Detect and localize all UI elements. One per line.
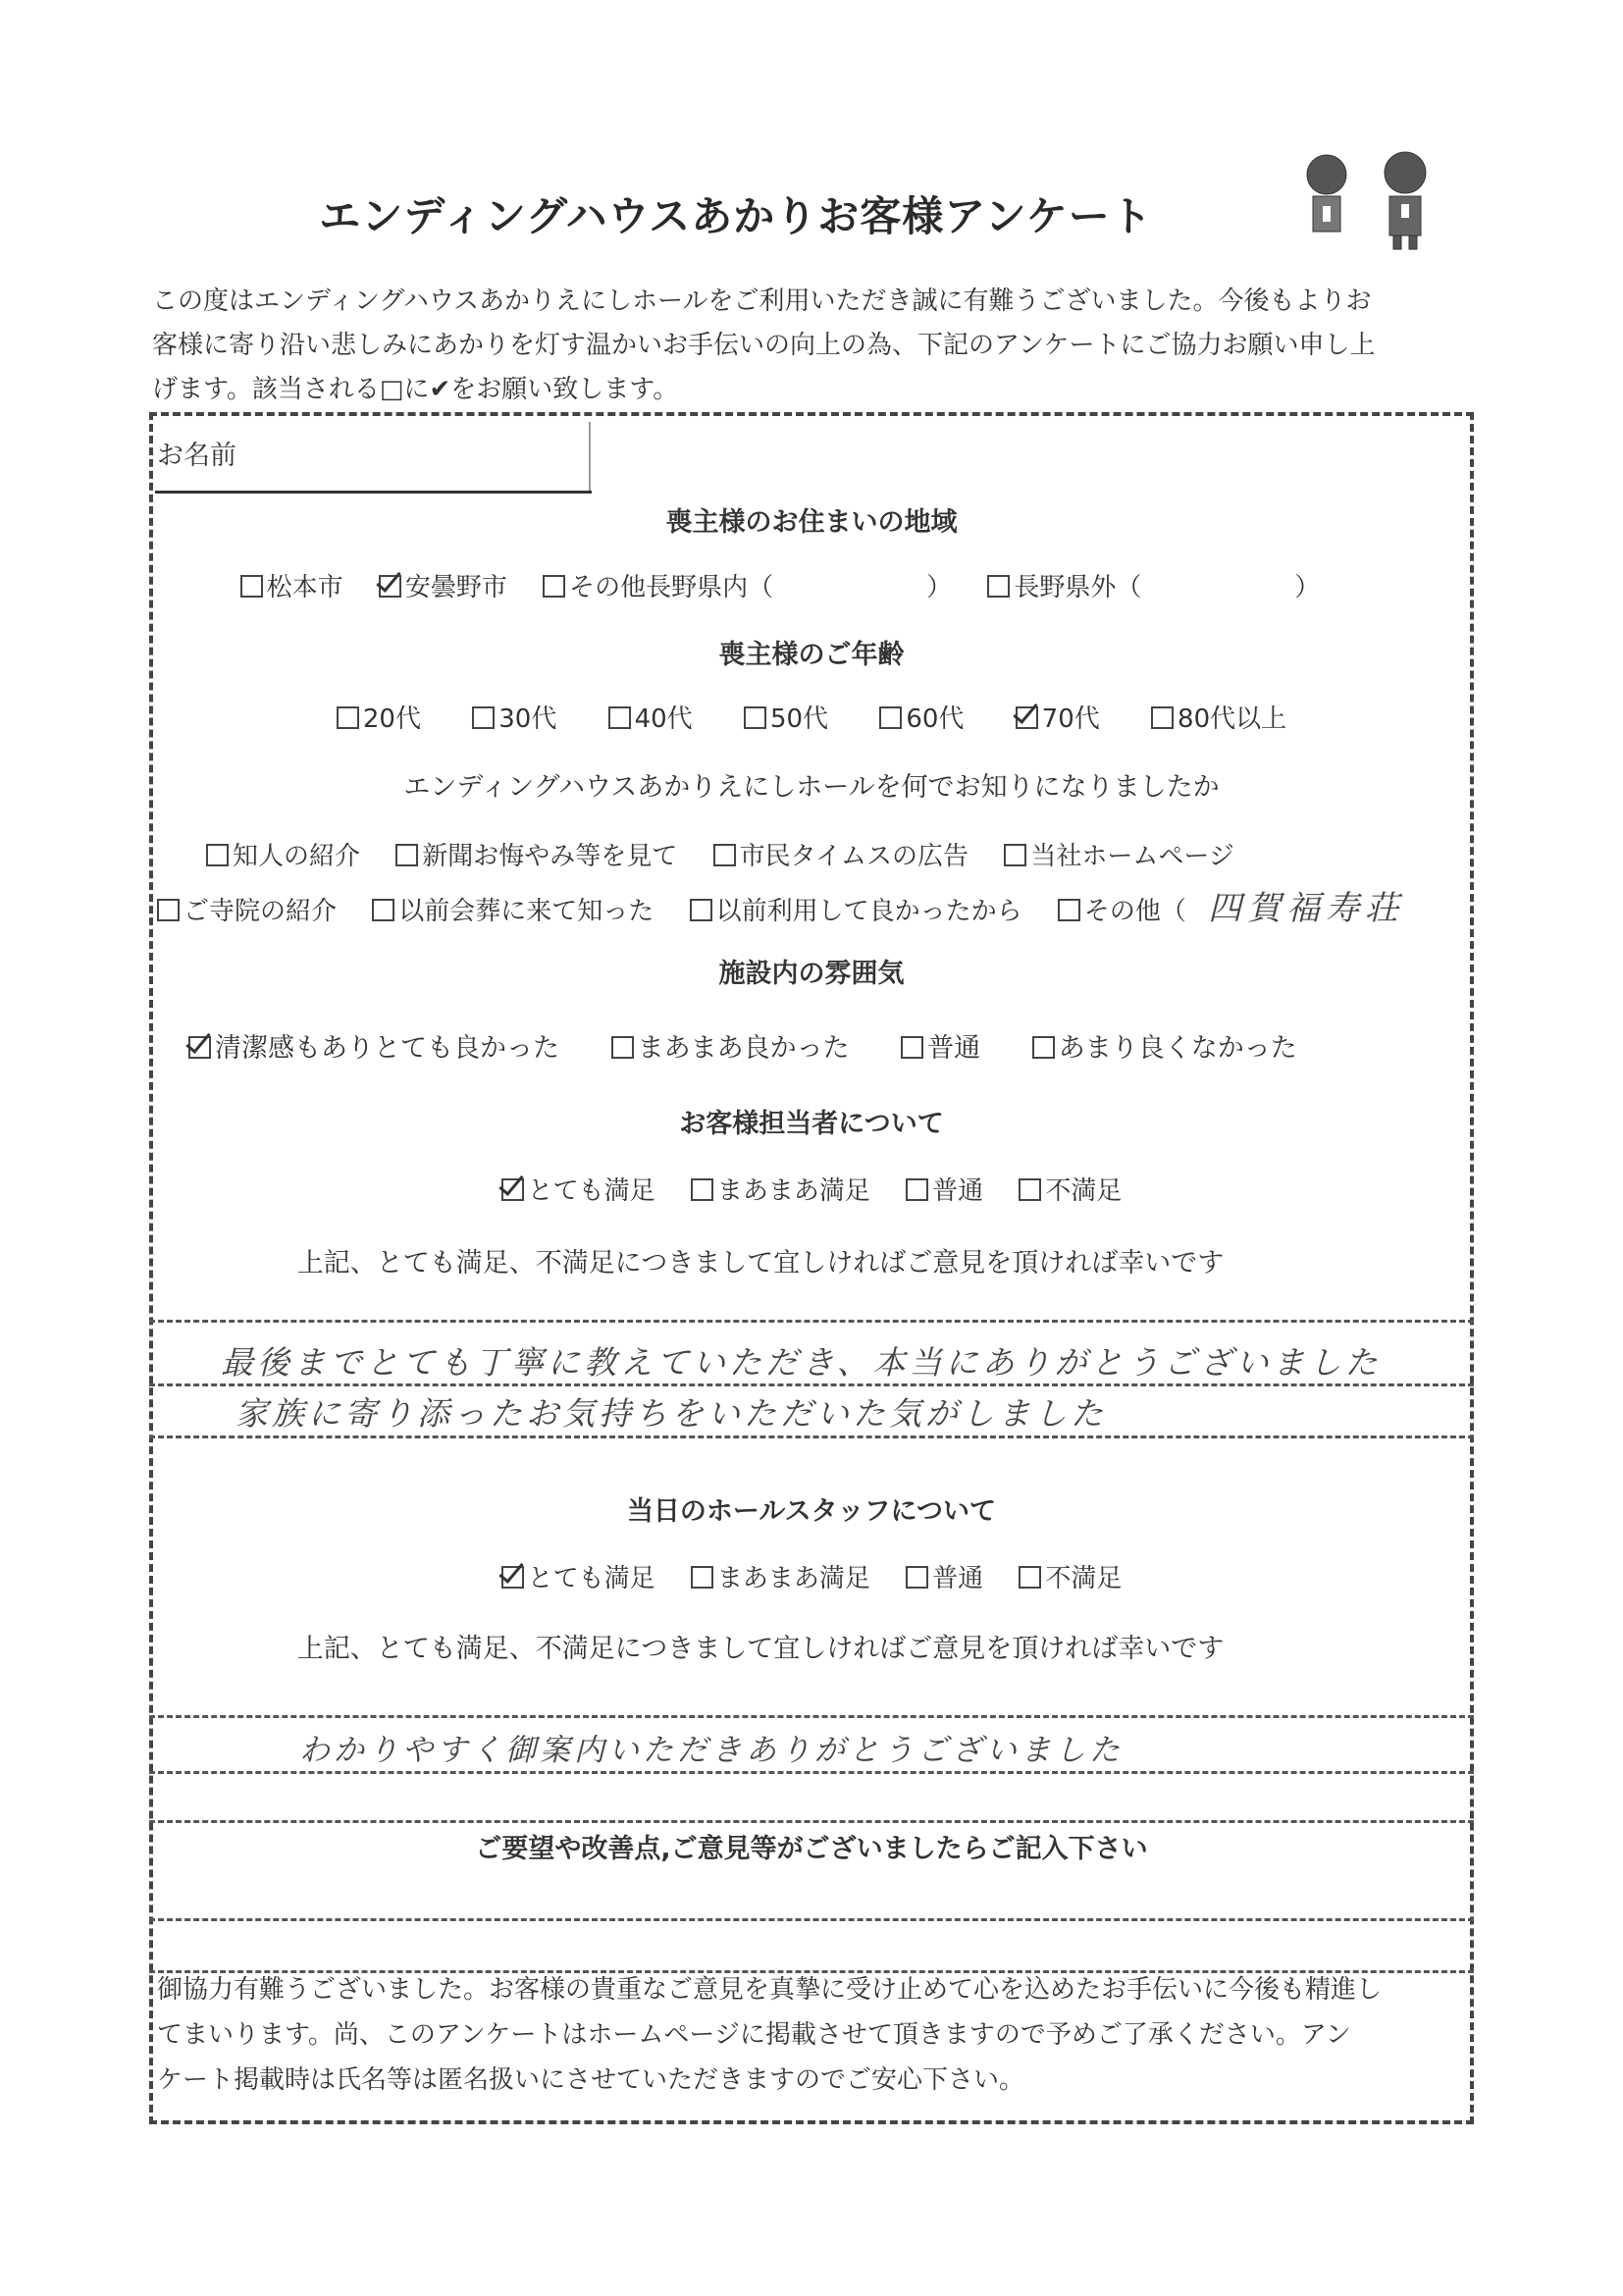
atmosphere-options — [188, 1026, 1319, 1065]
staff-option-dissatisfied[interactable]: 不満足 — [1019, 1171, 1122, 1207]
checkbox-icon[interactable] — [1019, 1178, 1041, 1201]
checkbox-icon[interactable] — [1032, 1036, 1055, 1059]
source-options-row1 — [206, 836, 1248, 872]
checkbox-checked-icon[interactable] — [379, 575, 401, 598]
name-label: お名前 — [157, 441, 236, 471]
checkbox-icon[interactable] — [744, 706, 766, 729]
atmosphere-option-average[interactable]: 普通 — [901, 1026, 980, 1065]
hall-staff-option-average[interactable]: 普通 — [906, 1558, 983, 1594]
checkbox-icon[interactable] — [608, 706, 631, 729]
staff-comment-line — [149, 1320, 1474, 1323]
age-option-80s-plus[interactable]: 80代以上 — [1151, 699, 1286, 735]
hall-staff-comment-prompt: 上記、とても満足、不満足につきまして宜しければご意見を頂ければ幸いです — [296, 1634, 1225, 1664]
hall-staff-option-very-satisfied[interactable]: とても満足 — [501, 1558, 655, 1594]
checkbox-icon[interactable] — [690, 899, 712, 921]
requests-heading: ご要望や改善点,ご意見等がございましたらご記入下さい — [475, 1834, 1148, 1864]
source-option-newspaper[interactable]: 新聞お悔やみ等を見て — [395, 836, 677, 872]
closing-line: ケート掲載時は氏名等は匿名扱いにさせていただきますのでご安心下さい。 — [157, 2065, 1025, 2095]
intro-line: げます。該当される□に✔をお願い致します。 — [152, 375, 679, 404]
hall-staff-comment-line — [149, 1820, 1474, 1823]
staff-comment-handwritten-2[interactable]: 家族に寄り添ったお気持ちをいただいた気がしました — [236, 1394, 1107, 1433]
checkbox-icon[interactable] — [901, 1036, 923, 1059]
source-options-row2 — [157, 881, 1404, 929]
age-option-70s[interactable]: 70代 — [1016, 699, 1100, 735]
atmosphere-option-fairly-good[interactable]: まあまあ良かった — [611, 1026, 850, 1065]
atmosphere-heading: 施設内の雰囲気 — [718, 959, 905, 989]
source-other-handwritten: 四賀福寿荘 — [1208, 889, 1405, 928]
intro-text — [152, 280, 1457, 412]
closing-line: てまいります。尚、このアンケートはホームページに掲載させて頂きますので予めご了承ください。アン — [157, 2020, 1351, 2050]
staff-comment-line — [149, 1435, 1474, 1438]
requests-comment-line[interactable] — [149, 1918, 1474, 1921]
staff-comment-line — [149, 1383, 1474, 1386]
intro-line: この度はエンディングハウスあかりえにしホールをご利用いただき誠に有難うございました。今後もよりお — [152, 287, 1372, 316]
closing-text — [157, 1967, 1472, 2103]
staff-options — [149, 1171, 1474, 1207]
name-field[interactable] — [155, 491, 592, 494]
age-option-30s[interactable]: 30代 — [472, 699, 556, 735]
intro-line: 客様に寄り沿い悲しみにあかりを灯す温かいお手伝いの向上の為、下記のアンケートにご協力お願い申し上 — [152, 331, 1376, 360]
hall-staff-comment-line — [149, 1771, 1474, 1774]
hall-staff-comment-line — [149, 1715, 1474, 1718]
name-divider — [589, 422, 591, 493]
checkbox-icon[interactable] — [691, 1178, 713, 1201]
checkbox-icon[interactable] — [395, 844, 418, 866]
staff-mascot-illustration — [1285, 147, 1452, 255]
region-option-outside-nagano[interactable]: 長野県外（ ） — [987, 567, 1320, 603]
source-option-acquaintance[interactable]: 知人の紹介 — [206, 836, 360, 872]
staff-comment-prompt: 上記、とても満足、不満足につきまして宜しければご意見を頂ければ幸いです — [296, 1248, 1225, 1278]
age-option-60s[interactable]: 60代 — [879, 699, 964, 735]
checkbox-icon[interactable] — [543, 575, 565, 598]
region-option-azumino[interactable]: 安曇野市 — [379, 567, 507, 603]
source-heading: エンディングハウスあかりえにしホールを何でお知りになりましたか — [403, 772, 1220, 803]
checkbox-checked-icon[interactable] — [501, 1566, 524, 1589]
age-heading: 喪主様のご年齢 — [718, 640, 905, 670]
checkbox-icon[interactable] — [879, 706, 902, 729]
checkbox-icon[interactable] — [1058, 899, 1080, 921]
closing-line: 御協力有難うございました。お客様の貴重なご意見を真摯に受け止めて心を込めたお手伝いに今後も精進し — [157, 1975, 1383, 2005]
age-option-40s[interactable]: 40代 — [608, 699, 693, 735]
atmosphere-option-very-good[interactable]: 清潔感もありとても良かった — [188, 1026, 559, 1065]
age-option-20s[interactable]: 20代 — [337, 699, 421, 735]
source-option-past-attendance[interactable]: 以前会葬に来て知った — [372, 891, 654, 927]
checkbox-checked-icon[interactable] — [188, 1036, 211, 1059]
checkbox-icon[interactable] — [372, 899, 394, 921]
hall-staff-options — [149, 1558, 1474, 1594]
checkbox-icon[interactable] — [906, 1566, 928, 1589]
staff-option-fairly-satisfied[interactable]: まあまあ満足 — [691, 1171, 870, 1207]
source-option-shimin-times[interactable]: 市民タイムスの広告 — [713, 836, 969, 872]
checkbox-icon[interactable] — [337, 706, 359, 729]
source-option-other[interactable]: その他（ — [1058, 891, 1186, 927]
checkbox-icon[interactable] — [240, 575, 263, 598]
checkbox-checked-icon[interactable] — [1016, 706, 1038, 729]
checkbox-checked-icon[interactable] — [501, 1178, 524, 1201]
source-option-homepage[interactable]: 当社ホームページ — [1004, 836, 1233, 872]
checkbox-icon[interactable] — [611, 1036, 634, 1059]
checkbox-icon[interactable] — [157, 899, 180, 921]
atmosphere-option-not-good[interactable]: あまり良くなかった — [1032, 1026, 1297, 1065]
hall-staff-heading: 当日のホールスタッフについて — [626, 1496, 997, 1527]
checkbox-icon[interactable] — [906, 1178, 928, 1201]
source-option-past-use[interactable]: 以前利用して良かったから — [690, 891, 1022, 927]
checkbox-icon[interactable] — [472, 706, 495, 729]
checkbox-icon[interactable] — [1151, 706, 1174, 729]
hall-staff-option-fairly-satisfied[interactable]: まあまあ満足 — [691, 1558, 870, 1594]
age-options — [149, 699, 1474, 735]
checkbox-icon[interactable] — [691, 1566, 713, 1589]
checkbox-icon[interactable] — [1019, 1566, 1041, 1589]
hall-staff-option-dissatisfied[interactable]: 不満足 — [1019, 1558, 1122, 1594]
hall-staff-comment-handwritten[interactable]: わかりやすく御案内いただきありがとうございました — [299, 1733, 1124, 1768]
checkbox-icon[interactable] — [713, 844, 736, 866]
checkbox-icon[interactable] — [987, 575, 1010, 598]
staff-option-average[interactable]: 普通 — [906, 1171, 983, 1207]
checkbox-icon[interactable] — [1004, 844, 1026, 866]
staff-heading: お客様担当者について — [679, 1109, 944, 1139]
staff-option-very-satisfied[interactable]: とても満足 — [501, 1171, 655, 1207]
checkbox-icon[interactable] — [206, 844, 229, 866]
age-option-50s[interactable]: 50代 — [744, 699, 828, 735]
survey-title: エンディングハウスあかりお客様アンケート — [319, 192, 1153, 240]
region-option-other-nagano[interactable]: その他長野県内（ ） — [543, 567, 952, 603]
region-heading: 喪主様のお住まいの地域 — [665, 507, 958, 538]
region-option-matsumoto[interactable]: 松本市 — [240, 567, 343, 603]
source-option-temple[interactable]: ご寺院の紹介 — [157, 891, 337, 927]
staff-comment-handwritten-1[interactable]: 最後までとても丁寧に教えていただき、本当にありがとうございました — [221, 1343, 1382, 1382]
region-options — [118, 567, 1442, 603]
